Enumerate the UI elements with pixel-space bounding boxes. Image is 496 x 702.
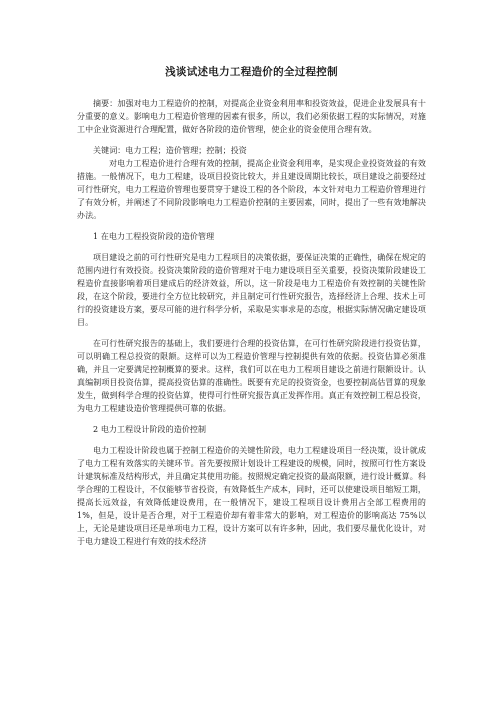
paper-title: 浅谈试述电力工程造价的全过程控制 [165,66,338,78]
document-page [77,64,426,548]
section-2-paragraph-1: 电力工程设计阶段也属于控制工程造价的关键性阶段，电力工程建设项目一经决策，设计就成了电力工程有效落实的关键环节。首先要按照计划设计工程建设的规模，同时，按照可行性方案设计建筑标准及结构形式，并且确定其使用功能。按照规定确定投资的最高限额，进行设计概算。科学合理的工程设计，不仅能够节省投资，有效降低生产成本，同时，还可以使建设项目缩短工期，提高长远效益，有效降低建设费用，在一般情况下，建设工程项目设计费用占全部工程费用的1%，但是，设计是否合理，对于工程造价却有着非常大的影响，对工程造价的影响高达 75%以上，无论是建设项目还是单项电力工程，设计方案可以有许多种，因此，我们要尽量优化设计，对于电力建设工程进行有效的技术经济 [77,446,426,546]
keywords-line: 关键词：电力工程；造价管理；控制；投资 [93,146,247,155]
abstract-paragraph: 摘要：加强对电力工程造价的控制，对提高企业资金利用率和投资效益，促进企业发展具有十分重要的意义。影响电力工程造价管理的因素有很多，所以，我们必须依据工程的实际情况，对施工中企业资源进行合理配置，做好各阶段的造价管理，使企业的资金使用合理有效。 [77,99,426,134]
section-1-heading: 1 在电力工程投资阶段的造价管理 [93,232,215,241]
intro-paragraph: 对电力工程造价进行合理有效的控制，提高企业资金利用率，是实现企业投资效益的有效措施。一般情况下，电力工程建，设项目投资比较大，并且建设周期比较长，项目建设之前要经过可行性研究，电力工程造价管理也要贯穿于建设工程的各个阶段，本文针对电力工程造价管理进行了有效分析，并阐述了不同阶段影响电力工程造价控制的主要因素，同时，提出了一些有效地解决办法。 [77,159,426,220]
section-1-paragraph-1: 项目建设之前的可行性研究是电力工程项目的决策依据，要保证决策的正确性，确保在规定的范围内进行有效投资。投资决策阶段的造价管理对于电力建设项目至关重要，投资决策阶段建设工程造价直接影响着项目建成后的经济效益，所以，这一阶段是电力工程造价有效控制的关键性阶段，在这个阶段，要进行全方位比较研究，并且制定可行性研究报告，选择经济上合理、技术上可行的投资建设方案，要尽可能的进行科学分析，采取是实事求是的态度，根据实际情况确定建设项目。 [77,253,426,327]
section-1-paragraph-2: 在可行性研究报告的基础上，我们要进行合理的投资估算，在可行性研究阶段进行投资估算，可以明确工程总投资的限额。这样可以为工程造价管理与控制提供有效的依据。投资估算必须准确，并且一定要满足控制概算的要求。这样，我们可以在电力工程项目建设之前进行限额设计。认真编制项目投资估算，提高投资估算的准确性。既要有充足的投资资金，也要控制高估冒算的现象发生，做到科学合理的投资估算，使得可行性研究报告真正发挥作用。真正有效控制工程总投资，为电力工程建设造价管理提供可靠的依据。 [77,339,426,413]
section-2-heading: 2 电力工程设计阶段的造价控制 [93,425,207,434]
